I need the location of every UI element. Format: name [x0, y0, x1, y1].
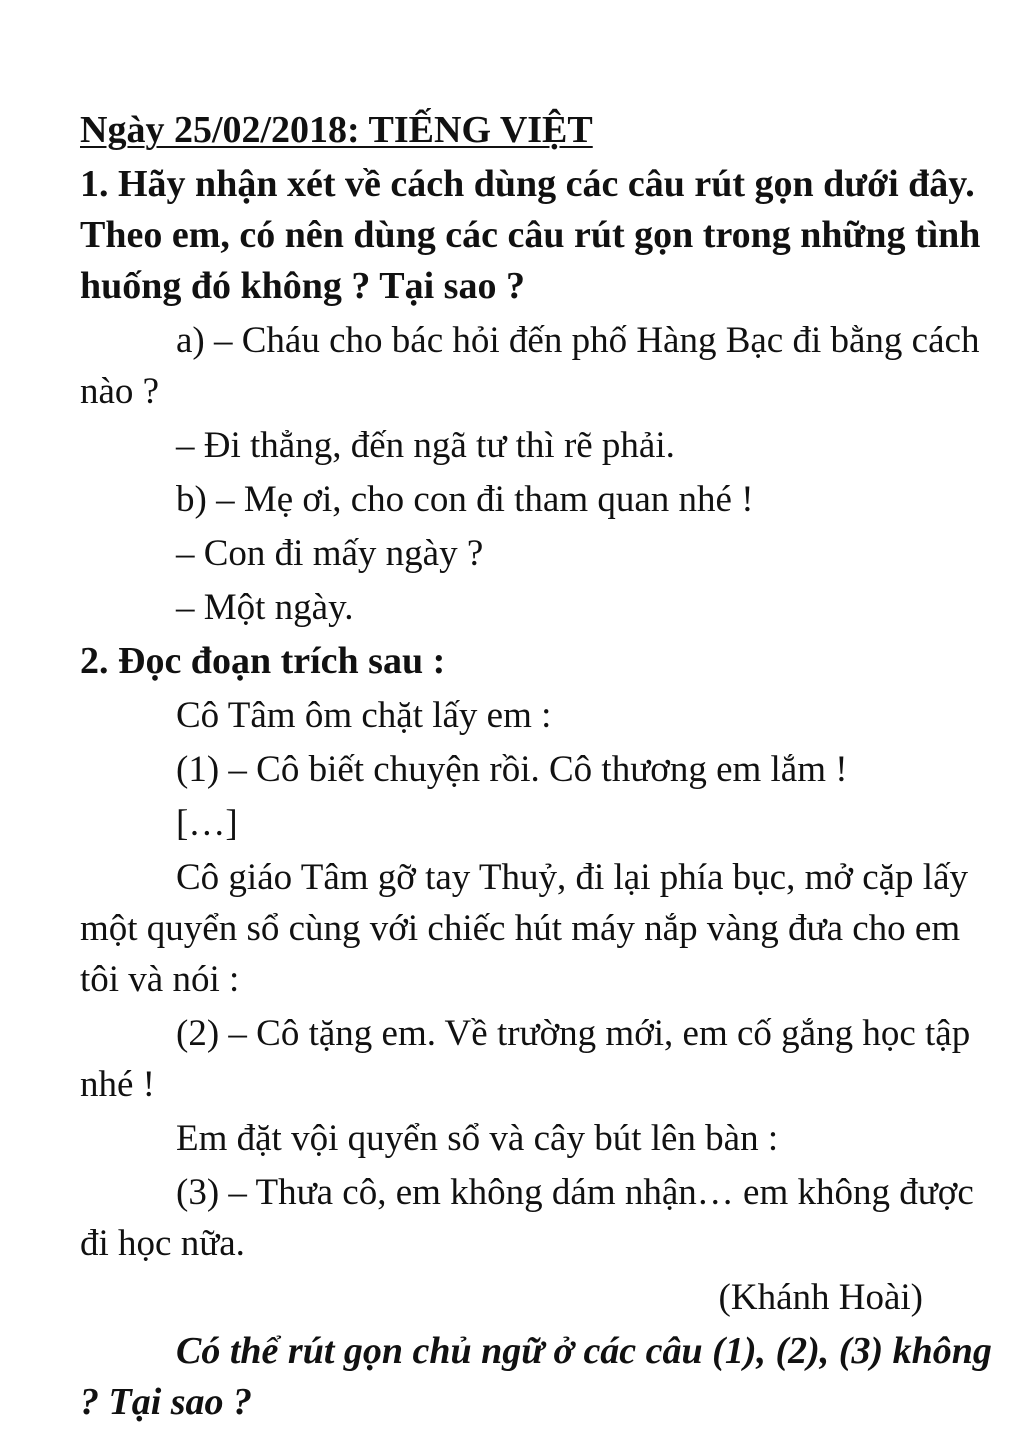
document-page [80, 105, 1005, 1431]
question-2-prompt: 2. Đọc đoạn trích sau : [80, 640, 446, 682]
question-1-prompt: 1. Hãy nhận xét về cách dùng các câu rút gọn dưới đây. Theo em, có nên dùng các câu rút gọn trong những tình huống đó không ? Tại sao ? [80, 163, 981, 307]
excerpt-sentence-3: (3) – Thưa cô, em không dám nhận… em không được đi học nữa. [80, 1172, 974, 1264]
excerpt-paragraph-3: Em đặt vội quyển sổ và cây bút lên bàn : [176, 1118, 779, 1159]
excerpt-sentence-1: (1) – Cô biết chuyện rồi. Cô thương em lắm ! [176, 749, 848, 790]
dialogue-a-question: a) – Cháu cho bác hỏi đến phố Hàng Bạc đi bằng cách nào ? [80, 320, 980, 412]
dialogue-b-line-1: b) – Mẹ ơi, cho con đi tham quan nhé ! [176, 479, 754, 520]
excerpt-paragraph-1: Cô Tâm ôm chặt lấy em : [176, 695, 552, 736]
excerpt-source: (Khánh Hoài) [718, 1277, 923, 1318]
excerpt-sentence-2: (2) – Cô tặng em. Về trường mới, em cố gắng học tập nhé ! [80, 1013, 971, 1105]
excerpt-paragraph-2: Cô giáo Tâm gỡ tay Thuỷ, đi lại phía bục, mở cặp lấy một quyển sổ cùng với chiếc hút máy nắp vàng đưa cho em tôi và nói : [80, 857, 968, 1000]
dialogue-a-answer: – Đi thẳng, đến ngã tư thì rẽ phải. [176, 425, 675, 466]
dialogue-b-line-2: – Con đi mấy ngày ? [176, 533, 484, 574]
question-2-task: Có thể rút gọn chủ ngữ ở các câu (1), (2), (3) không ? Tại sao ? [80, 1330, 992, 1423]
page-title: Ngày 25/02/2018: TIẾNG VIỆT [80, 109, 593, 151]
excerpt-ellipsis: […] [176, 803, 238, 844]
dialogue-b-line-3: – Một ngày. [176, 587, 354, 628]
